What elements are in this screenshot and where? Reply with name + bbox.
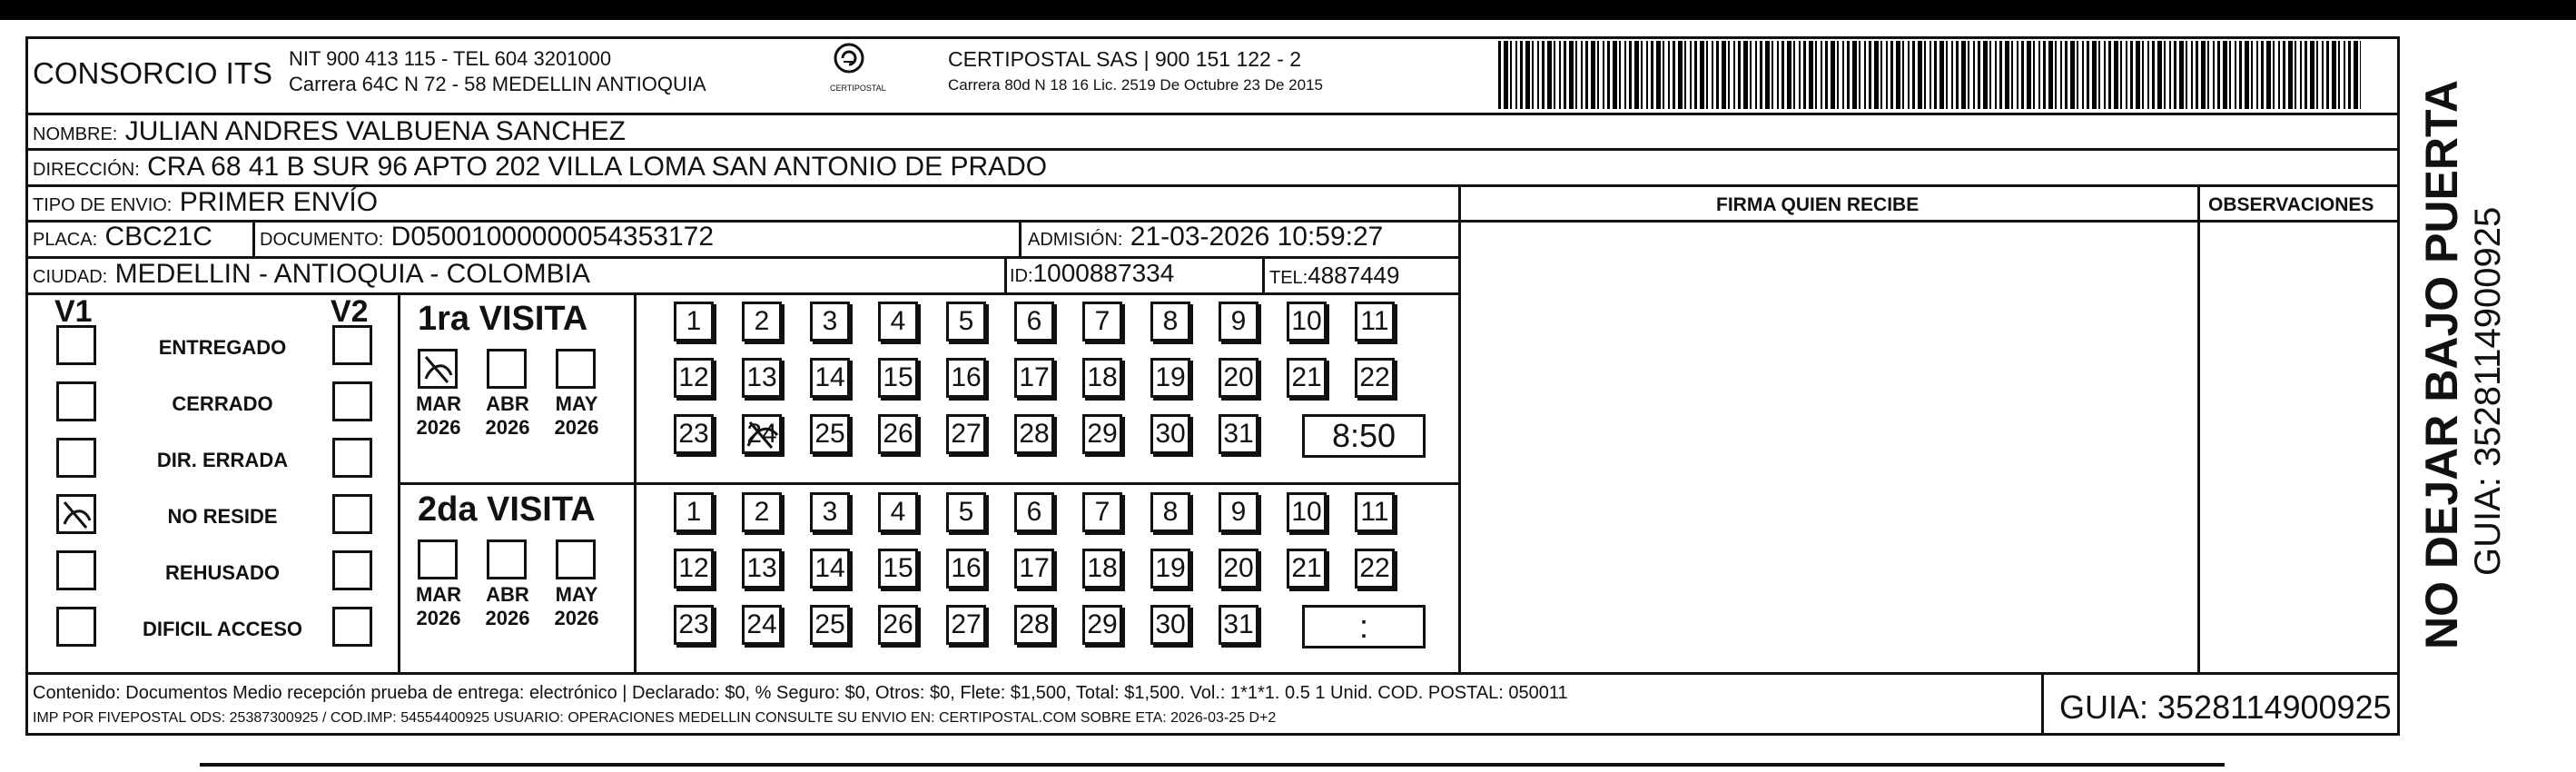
year-label: 2026 <box>485 416 530 439</box>
v1-checkbox[interactable] <box>56 325 96 365</box>
v2-checkbox[interactable] <box>332 381 372 421</box>
day-box[interactable]: 20 <box>1219 549 1258 589</box>
day-box[interactable]: 28 <box>1014 605 1054 645</box>
day-box[interactable]: 17 <box>1014 358 1054 398</box>
day-box[interactable]: 9 <box>1219 302 1258 341</box>
day-box[interactable]: 21 <box>1287 358 1327 398</box>
day-box[interactable]: 2 <box>742 302 782 341</box>
top-edge-bar <box>0 0 2576 20</box>
day-box[interactable]: 29 <box>1082 605 1122 645</box>
day-box[interactable]: 3 <box>810 492 850 532</box>
carrier-name: CERTIPOSTAL SAS | 900 151 122 - 2 <box>948 47 1302 71</box>
tel-label: TEL: <box>1269 268 1308 288</box>
day-box[interactable]: 1 <box>674 302 714 341</box>
day-box[interactable]: 27 <box>946 414 986 454</box>
admision-field <box>1028 222 1383 252</box>
side-warning: NO DEJAR BAJO PUERTA <box>2416 80 2467 649</box>
day-box[interactable]: 26 <box>878 414 918 454</box>
day-box[interactable]: 23 <box>674 414 714 454</box>
day-box[interactable]: 10 <box>1287 302 1327 341</box>
footer-content-line: Contenido: Documentos Medio recepción prueba de entrega: electrónico | Declarado: $0, % Seguro: $0, Otros: $0, Flete: $1,500, Total: $1,500. Vol.: 1*1*1. 0.5 1 Unid. COD. POSTAL: 050011 <box>33 683 1568 703</box>
day-box[interactable]: 16 <box>946 358 986 398</box>
day-box[interactable]: 10 <box>1287 492 1327 532</box>
month-checkbox[interactable] <box>487 539 527 579</box>
day-box[interactable]: 27 <box>946 605 986 645</box>
observaciones-header: OBSERVACIONES <box>2208 194 2374 215</box>
day-box[interactable]: 1 <box>674 492 714 532</box>
status-label: ENTREGADO <box>158 336 287 359</box>
placa-field <box>33 222 212 252</box>
tel-field <box>1269 262 1399 290</box>
month-checkbox[interactable] <box>556 539 596 579</box>
year-label: 2026 <box>554 607 599 629</box>
status-label: CERRADO <box>172 392 273 415</box>
month-label: ABR <box>486 392 529 415</box>
day-box[interactable]: 11 <box>1355 302 1395 341</box>
day-box[interactable]: 16 <box>946 549 986 589</box>
id-label: ID: <box>1010 266 1033 286</box>
day-box[interactable]: 14 <box>810 549 850 589</box>
day-box[interactable]: 18 <box>1082 358 1122 398</box>
day-box[interactable]: 25 <box>810 414 850 454</box>
time-box[interactable]: : <box>1302 605 1426 648</box>
day-box[interactable]: 3 <box>810 302 850 341</box>
status-label: REHUSADO <box>165 561 280 584</box>
day-box[interactable]: 4 <box>878 492 918 532</box>
year-label: 2026 <box>485 607 530 629</box>
day-box[interactable]: 25 <box>810 605 850 645</box>
bottom-rule <box>200 763 2225 767</box>
day-box[interactable]: 14 <box>810 358 850 398</box>
day-box[interactable]: 13 <box>742 549 782 589</box>
documento-label: DOCUMENTO: <box>260 230 384 250</box>
direccion-value: CRA 68 41 B SUR 96 APTO 202 VILLA LOMA SAN ANTONIO DE PRADO <box>147 152 1048 182</box>
documento-field <box>260 222 714 252</box>
id-field <box>1010 259 1174 288</box>
day-box[interactable]: 23 <box>674 605 714 645</box>
day-box[interactable]: 26 <box>878 605 918 645</box>
day-box[interactable]: 8 <box>1150 302 1190 341</box>
day-box[interactable]: 12 <box>674 358 714 398</box>
month-label: MAR <box>415 583 462 606</box>
v1-checkbox[interactable] <box>56 438 96 478</box>
v2-checkbox[interactable] <box>332 494 372 534</box>
tipo-envio-label: TIPO DE ENVIO: <box>33 195 173 215</box>
admision-label: ADMISIÓN: <box>1028 230 1123 250</box>
placa-value: CBC21C <box>104 222 212 252</box>
day-box[interactable]: 31 <box>1219 605 1258 645</box>
month-label: MAY <box>555 583 598 606</box>
day-box[interactable]: 31 <box>1219 414 1258 454</box>
v2-header: V2 <box>331 294 369 329</box>
v2-checkbox[interactable] <box>332 325 372 365</box>
year-label: 2026 <box>416 416 461 439</box>
month-label: MAR <box>415 392 462 415</box>
tipo-envio-value: PRIMER ENVÍO <box>179 187 379 217</box>
nombre-label: NOMBRE: <box>33 124 118 144</box>
day-box[interactable]: 19 <box>1150 358 1190 398</box>
direccion-row <box>33 152 1047 183</box>
status-label: DIR. ERRADA <box>156 449 289 471</box>
day-box[interactable]: 11 <box>1355 492 1395 532</box>
day-box[interactable]: 13 <box>742 358 782 398</box>
day-box[interactable]: 5 <box>946 302 986 341</box>
v1-checkbox[interactable] <box>56 381 96 421</box>
company-nit-tel: NIT 900 413 115 - TEL 604 3201000 <box>289 47 612 70</box>
day-box[interactable]: 29 <box>1082 414 1122 454</box>
month-checkbox[interactable] <box>418 349 458 389</box>
direccion-label: DIRECCIÓN: <box>33 160 140 180</box>
v2-checkbox[interactable] <box>332 438 372 478</box>
logo-caption: CERTIPOSTAL <box>830 84 886 93</box>
day-box[interactable]: 24 <box>742 605 782 645</box>
month-label: ABR <box>486 583 529 606</box>
day-box[interactable]: 15 <box>878 549 918 589</box>
month-label: MAY <box>555 392 598 415</box>
day-box[interactable]: 5 <box>946 492 986 532</box>
status-label: NO RESIDE <box>167 505 278 528</box>
day-box[interactable]: 9 <box>1219 492 1258 532</box>
visita1-title: 1ra VISITA <box>418 300 588 338</box>
day-box[interactable]: 19 <box>1150 549 1190 589</box>
nombre-value: JULIAN ANDRES VALBUENA SANCHEZ <box>124 116 626 146</box>
placa-label: PLACA: <box>33 230 98 250</box>
tel-value: 4887449 <box>1308 262 1400 289</box>
ciudad-label: CIUDAD: <box>33 267 108 287</box>
day-box[interactable]: 4 <box>878 302 918 341</box>
visita2-title: 2da VISITA <box>418 490 596 529</box>
day-box[interactable]: 12 <box>674 549 714 589</box>
firma-header: FIRMA QUIEN RECIBE <box>1716 194 1920 215</box>
v2-checkbox[interactable] <box>332 607 372 647</box>
documento-value: D05001000000054353172 <box>390 222 715 252</box>
day-box[interactable]: 18 <box>1082 549 1122 589</box>
tipo-envio-row <box>33 187 378 218</box>
day-box[interactable]: 15 <box>878 358 918 398</box>
day-box[interactable]: 7 <box>1082 492 1122 532</box>
v1-checkbox[interactable] <box>56 607 96 647</box>
day-box[interactable]: 24 <box>742 414 782 454</box>
year-label: 2026 <box>554 416 599 439</box>
month-checkbox[interactable] <box>487 349 527 389</box>
day-box[interactable]: 21 <box>1287 549 1327 589</box>
day-box[interactable]: 20 <box>1219 358 1258 398</box>
month-checkbox[interactable] <box>556 349 596 389</box>
day-box[interactable]: 22 <box>1355 549 1395 589</box>
admision-value: 21-03-2026 10:59:27 <box>1130 222 1384 252</box>
company-name: CONSORCIO ITS <box>33 56 273 90</box>
time-box[interactable]: 8:50 <box>1302 414 1426 458</box>
company-address: Carrera 64C N 72 - 58 MEDELLIN ANTIOQUIA <box>289 73 706 95</box>
day-box[interactable]: 2 <box>742 492 782 532</box>
day-box[interactable]: 6 <box>1014 302 1054 341</box>
v2-checkbox[interactable] <box>332 550 372 590</box>
side-guia: GUIA: 3528114900925 <box>2468 206 2508 576</box>
v1-header: V1 <box>54 294 93 329</box>
id-value: 1000887334 <box>1032 259 1175 287</box>
status-label: DIFICIL ACCESO <box>142 618 302 640</box>
day-box[interactable]: 17 <box>1014 549 1054 589</box>
footer-print-line: IMP POR FIVEPOSTAL ODS: 25387300925 / COD.IMP: 54554400925 USUARIO: OPERACIONES MEDELLIN CONSULTE SU ENVIO EN: CERTIPOSTAL.COM SOBRE ETA: 2026-03-25 D+2 <box>33 710 1277 726</box>
ciudad-field <box>33 259 590 290</box>
ciudad-value: MEDELLIN - ANTIOQUIA - COLOMBIA <box>114 259 591 289</box>
nombre-row <box>33 116 626 147</box>
month-checkbox[interactable] <box>418 539 458 579</box>
footer-guia: GUIA: 3528114900925 <box>2059 688 2392 726</box>
day-box[interactable]: 28 <box>1014 414 1054 454</box>
day-box[interactable]: 30 <box>1150 605 1190 645</box>
v1-checkbox[interactable] <box>56 494 96 534</box>
day-box[interactable]: 7 <box>1082 302 1122 341</box>
day-box[interactable]: 30 <box>1150 414 1190 454</box>
day-box[interactable]: 8 <box>1150 492 1190 532</box>
carrier-license: Carrera 80d N 18 16 Lic. 2519 De Octubre 23 De 2015 <box>948 76 1323 94</box>
v1-checkbox[interactable] <box>56 550 96 590</box>
day-box[interactable]: 6 <box>1014 492 1054 532</box>
year-label: 2026 <box>416 607 461 629</box>
day-box[interactable]: 22 <box>1355 358 1395 398</box>
